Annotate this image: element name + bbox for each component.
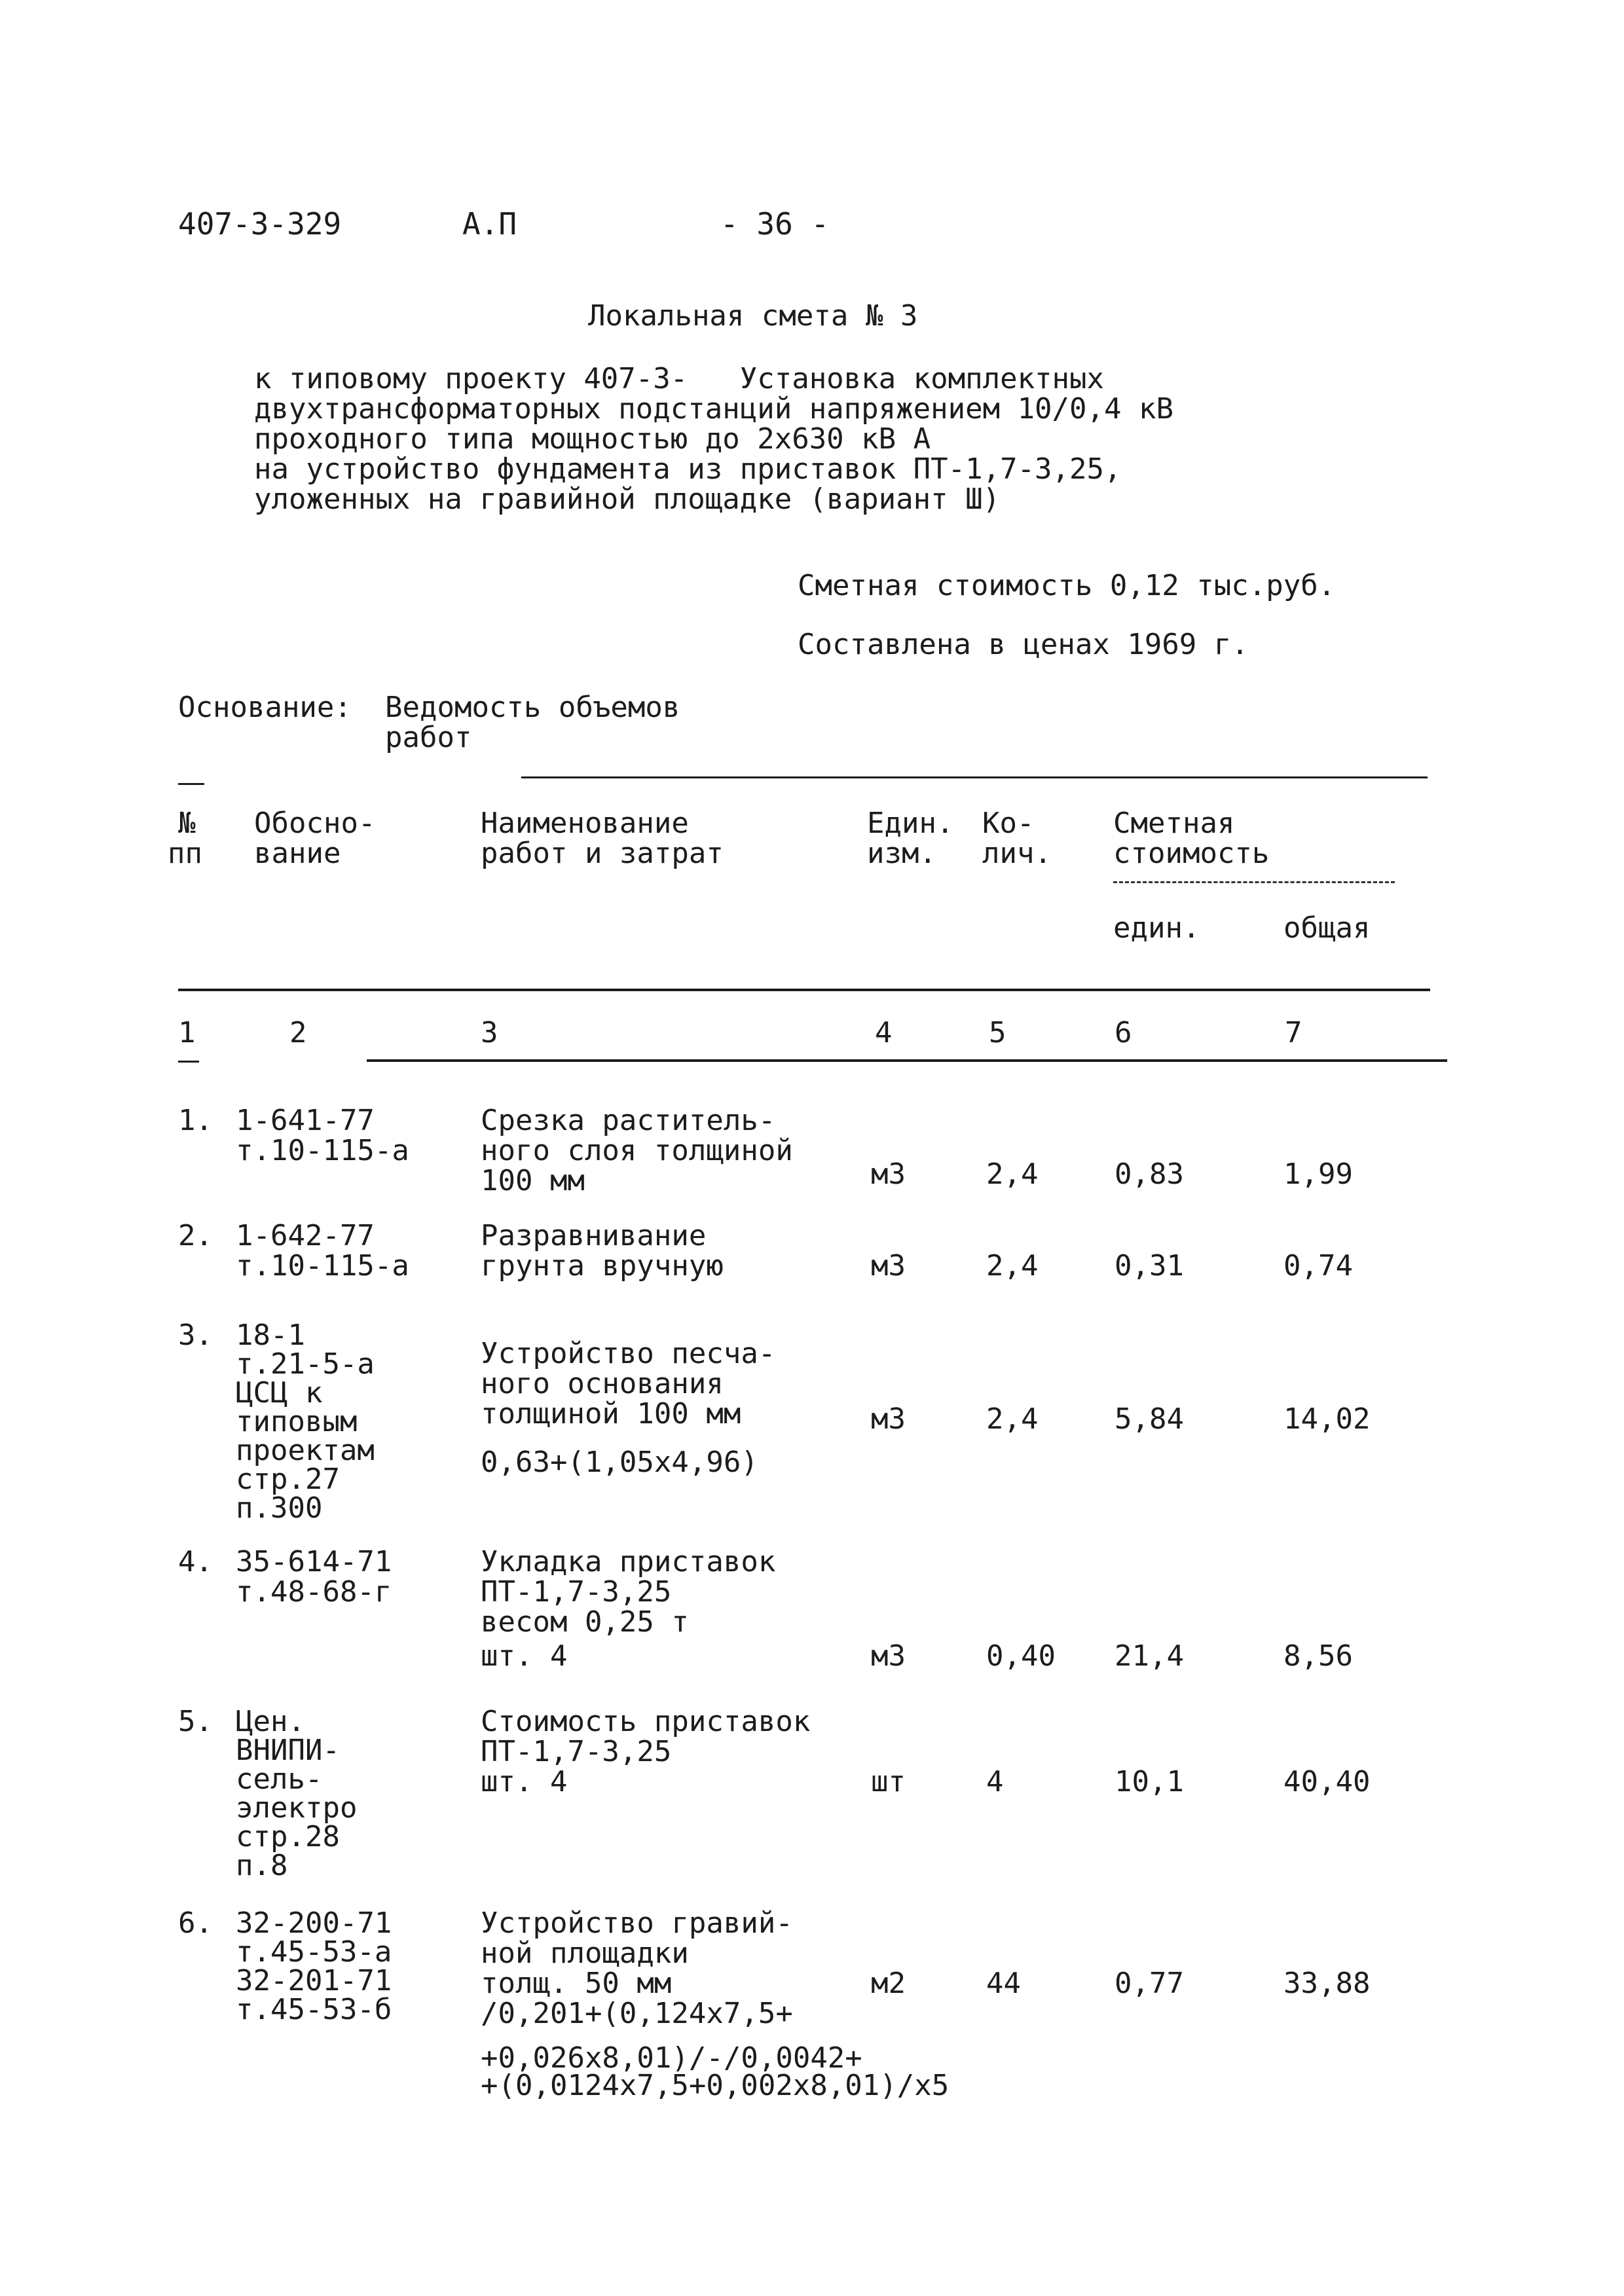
- header-unit: изм.: [867, 837, 936, 870]
- row-name: 100 мм: [481, 1164, 585, 1197]
- row-num: 3.: [178, 1319, 213, 1352]
- formula-continuation: +(0,0124х7,5+0,002х8,01)/х5: [481, 2069, 950, 2102]
- row-basis: т.48-68-г: [236, 1575, 392, 1609]
- row-name: 0,63+(1,05х4,96): [481, 1446, 758, 1479]
- row-price: 0,77: [1115, 1967, 1184, 2000]
- row-basis: ВНИПИ-: [236, 1734, 340, 1767]
- header-num: пп: [168, 837, 202, 870]
- row-name: Укладка приставок: [481, 1545, 776, 1578]
- row-basis: т.45-53-а: [236, 1935, 392, 1969]
- row-name: ного слоя толщиной: [481, 1134, 793, 1167]
- row-basis: 32-201-71: [236, 1964, 392, 1997]
- header-cost-unit: един.: [1113, 911, 1200, 945]
- row-unit: м3: [871, 1249, 906, 1283]
- row-name: ПТ-1,7-3,25: [481, 1735, 672, 1768]
- row-name: ПТ-1,7-3,25: [481, 1575, 672, 1609]
- row-name: Устройство гравий-: [481, 1906, 793, 1940]
- formula-continuation: +0,026х8,01)/-/0,0042+: [481, 2041, 862, 2075]
- subject-line: к типовому проекту 407-3- Установка комплектных: [254, 362, 1105, 395]
- column-number: 3: [481, 1016, 498, 1049]
- row-name: ного основания: [481, 1367, 724, 1400]
- header-basis: Обосно-: [254, 807, 376, 840]
- row-name: шт. 4: [481, 1765, 568, 1798]
- row-price: 10,1: [1115, 1765, 1184, 1798]
- prices-year: Составлена в ценах 1969 г.: [798, 628, 1249, 661]
- row-qty: 44: [986, 1967, 1021, 2000]
- column-number: 1: [178, 1016, 196, 1049]
- column-number-bottom-rule: [367, 1059, 1447, 1062]
- column-number: 5: [989, 1016, 1006, 1049]
- row-qty: 2,4: [986, 1249, 1039, 1283]
- header-cost: Сметная: [1113, 807, 1235, 840]
- column-number: 2: [289, 1016, 307, 1049]
- row-name: ной площадки: [481, 1937, 689, 1970]
- column-number: 4: [875, 1016, 893, 1049]
- row-name: Срезка раститель-: [481, 1104, 776, 1137]
- row-basis: 32-200-71: [236, 1906, 392, 1940]
- header-cost-total: общая: [1283, 911, 1371, 945]
- table-rule-fragment: [178, 783, 204, 785]
- row-unit: шт: [871, 1765, 906, 1798]
- row-unit: м2: [871, 1967, 906, 2000]
- row-name: шт. 4: [481, 1639, 568, 1673]
- row-price: 21,4: [1115, 1639, 1184, 1673]
- row-price: 0,31: [1115, 1249, 1184, 1283]
- row-total: 1,99: [1283, 1157, 1353, 1191]
- basis-value: работ: [385, 721, 472, 754]
- header-num: №: [178, 807, 196, 840]
- row-name: грунта вручную: [481, 1249, 724, 1283]
- row-basis: 18-1: [236, 1319, 305, 1352]
- row-basis: типовым: [236, 1405, 358, 1438]
- row-name: весом 0,25 т: [481, 1605, 689, 1639]
- row-name: /0,201+(0,124х7,5+: [481, 1997, 793, 2030]
- basis-value: Ведомость объемов: [385, 691, 680, 724]
- row-name: Устройство песча-: [481, 1337, 776, 1370]
- row-basis: стр.28: [236, 1820, 340, 1853]
- row-total: 14,02: [1283, 1402, 1371, 1436]
- row-name: толщ. 50 мм: [481, 1967, 672, 2000]
- table-rule-fragment: [178, 1061, 199, 1063]
- row-unit: м3: [871, 1639, 906, 1673]
- album-label: А.П: [462, 206, 517, 242]
- header-bottom-rule: [178, 989, 1430, 991]
- row-price: 0,83: [1115, 1157, 1184, 1191]
- row-name: Разравнивание: [481, 1219, 707, 1252]
- page-number: - 36 -: [720, 206, 830, 242]
- header-basis: вание: [254, 837, 341, 870]
- column-number: 6: [1115, 1016, 1132, 1049]
- table-top-rule: [521, 776, 1428, 778]
- row-num: 5.: [178, 1705, 213, 1738]
- subject-line: проходного типа мощностью до 2х630 кВ А: [254, 422, 931, 456]
- row-basis: Цен.: [236, 1705, 305, 1738]
- row-basis: т.10-115-а: [236, 1134, 409, 1167]
- basis-label: Основание:: [178, 691, 352, 724]
- header-qty: Ко-: [982, 807, 1035, 840]
- row-price: 5,84: [1115, 1402, 1184, 1436]
- header-unit: Един.: [867, 807, 954, 840]
- row-qty: 2,4: [986, 1402, 1039, 1436]
- row-basis: т.10-115-а: [236, 1249, 409, 1283]
- row-num: 1.: [178, 1104, 213, 1137]
- header-name: Наименование: [481, 807, 689, 840]
- row-num: 4.: [178, 1545, 213, 1578]
- header-name: работ и затрат: [481, 837, 724, 870]
- row-name: Стоимость приставок: [481, 1705, 811, 1738]
- row-basis: электро: [236, 1791, 358, 1825]
- subject-line: на устройство фундамента из приставок ПТ-1,7-3,25,: [254, 452, 1122, 486]
- estimate-title: Локальная смета № 3: [588, 299, 918, 333]
- row-basis: т.21-5-а: [236, 1347, 375, 1381]
- row-num: 2.: [178, 1219, 213, 1252]
- row-basis: 35-614-71: [236, 1545, 392, 1578]
- row-unit: м3: [871, 1157, 906, 1191]
- row-name: толщиной 100 мм: [481, 1397, 741, 1430]
- column-number: 7: [1285, 1016, 1302, 1049]
- row-qty: 4: [986, 1765, 1004, 1798]
- row-basis: ЦСЦ к: [236, 1376, 323, 1410]
- row-basis: проектам: [236, 1434, 375, 1467]
- document-code: 407-3-329: [178, 206, 342, 242]
- subject-line: двухтрансформаторных подстанций напряжением 10/0,4 кВ: [254, 392, 1173, 426]
- row-basis: стр.27: [236, 1463, 340, 1496]
- row-total: 40,40: [1283, 1765, 1371, 1798]
- row-basis: 1-642-77: [236, 1219, 375, 1252]
- row-total: 33,88: [1283, 1967, 1371, 2000]
- row-basis: 1-641-77: [236, 1104, 375, 1137]
- row-total: 0,74: [1283, 1249, 1353, 1283]
- row-basis: сель-: [236, 1762, 323, 1796]
- subject-line: уложенных на гравийной площадке (вариант Ш): [254, 483, 1001, 516]
- row-qty: 2,4: [986, 1157, 1039, 1191]
- header-cost: стоимость: [1113, 837, 1270, 870]
- row-num: 6.: [178, 1906, 213, 1940]
- row-total: 8,56: [1283, 1639, 1353, 1673]
- header-qty: лич.: [982, 837, 1052, 870]
- row-basis: т.45-53-б: [236, 1993, 392, 2026]
- estimate-cost: Сметная стоимость 0,12 тыс.руб.: [798, 569, 1336, 602]
- row-basis: п.300: [236, 1491, 323, 1525]
- cost-subheader-rule: [1113, 881, 1395, 883]
- row-basis: п.8: [236, 1849, 288, 1882]
- row-unit: м3: [871, 1402, 906, 1436]
- row-qty: 0,40: [986, 1639, 1056, 1673]
